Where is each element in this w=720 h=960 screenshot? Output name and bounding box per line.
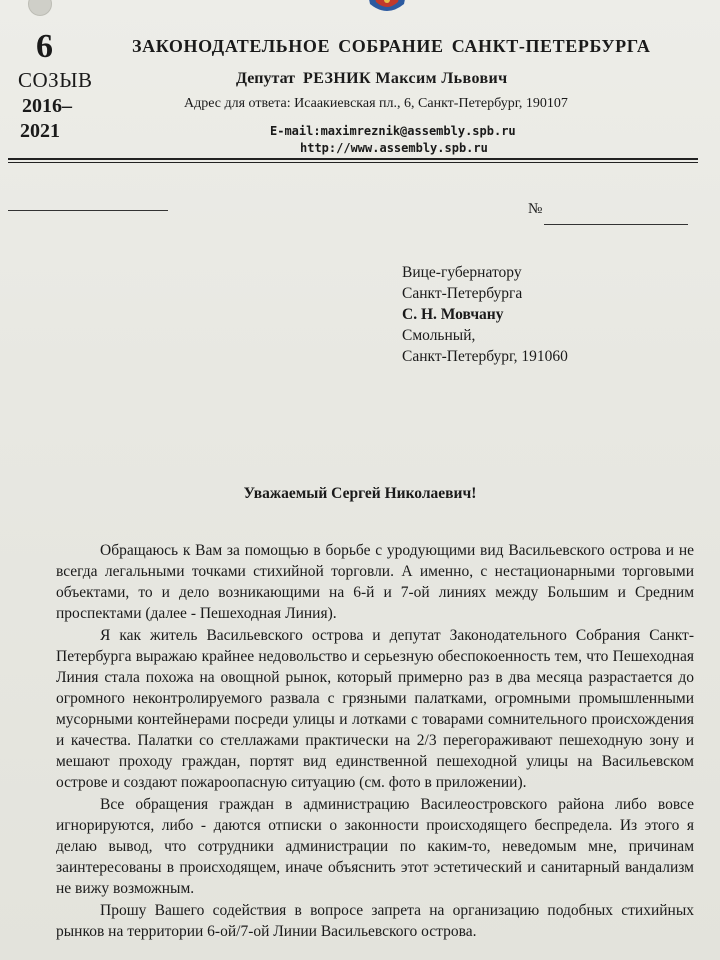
paragraph: Я как житель Васильевского острова и депутат Законодательного Собрания Санкт-Петербурга выражаю крайнее недовольство и серьезную обеспокоенность тем, что Пешеходная Линия стала похожа на овощной рынок, который примерно раз в два месяца разрастается до огромного неконтролируемого развала с грязными палатками, огромными промышленными мусорными контейнерами посреди улицы и лотками с товарами сомнительного происхождения и качества. Палатки со стеллажами практически на 2/3 перегораживают пешеходную зону и мешают проходу граждан, портят вид единственной пешеходной улицы на Васильевском острове и создают пожароопасную ситуацию (см. фото в приложении). [56,627,694,791]
letter-body [56,540,694,943]
convocation-years-end: 2021 [20,120,60,142]
convocation-label: СОЗЫВ [18,68,93,92]
salutation: Уважаемый Сергей Николаевич! [243,485,477,502]
deputy-title: Депутат [236,70,296,87]
deputy-line [236,70,508,88]
header-rule-thick [8,158,698,160]
paragraph: Обращаюсь к Вам за помощью в борьбе с уродующими вид Васильевского острова и не всегда легальными точками стихийной торговли. А именно, с нестационарными торговыми объектами, то и дело возникающими на 6-й и 7-ой линиях между Большим и Средним проспектами (далее - Пешеходная Линия). [56,542,694,622]
recipient-position: Вице-губернатору [402,264,522,281]
recipient-name: С. Н. Мовчану [402,306,504,323]
date-blank-line [8,210,168,211]
email-address: E-mail:maximreznik@assembly.spb.ru [270,124,516,138]
recipient-building: Смольный, [402,327,476,344]
recipient-postal: Санкт-Петербург, 191060 [402,348,568,365]
assembly-name: ЗАКОНОДАТЕЛЬНОЕ СОБРАНИЕ САНКТ-ПЕТЕРБУРГА [132,36,651,56]
recipient-city: Санкт-Петербурга [402,285,523,302]
recipient-block [402,262,568,367]
paragraph: Все обращения граждан в администрацию Василеостровского района либо вовсе игнорируются, либо - даются отписки о законности происходящего беспредела. Из этого я делаю вывод, что сотрудники администрации по каким-то, неведомым мне, причинам заинтересованы в происходящем, иначе объяснить этот эстетический и санитарный вандализм не вижу возможным. [56,796,694,897]
website-url: http://www.assembly.spb.ru [300,141,488,155]
reply-address: Адрес для ответа: Исаакиевская пл., 6, Санкт-Петербург, 190107 [184,96,568,111]
header-rule-thin [8,162,698,163]
paragraph: Прошу Вашего содействия в вопросе запрета на организацию подобных стихийных рынков на территории 6-ой/7-ой Линии Васильевского острова. [56,902,694,940]
registration-number-line [544,224,688,225]
coat-of-arms-emblem [360,0,414,18]
convocation-number: 6 [36,28,53,65]
registration-number-label: № [528,201,543,217]
deputy-name: РЕЗНИК Максим Львович [303,70,508,87]
convocation-years-start: 2016– [22,95,72,117]
punch-hole [28,0,52,16]
